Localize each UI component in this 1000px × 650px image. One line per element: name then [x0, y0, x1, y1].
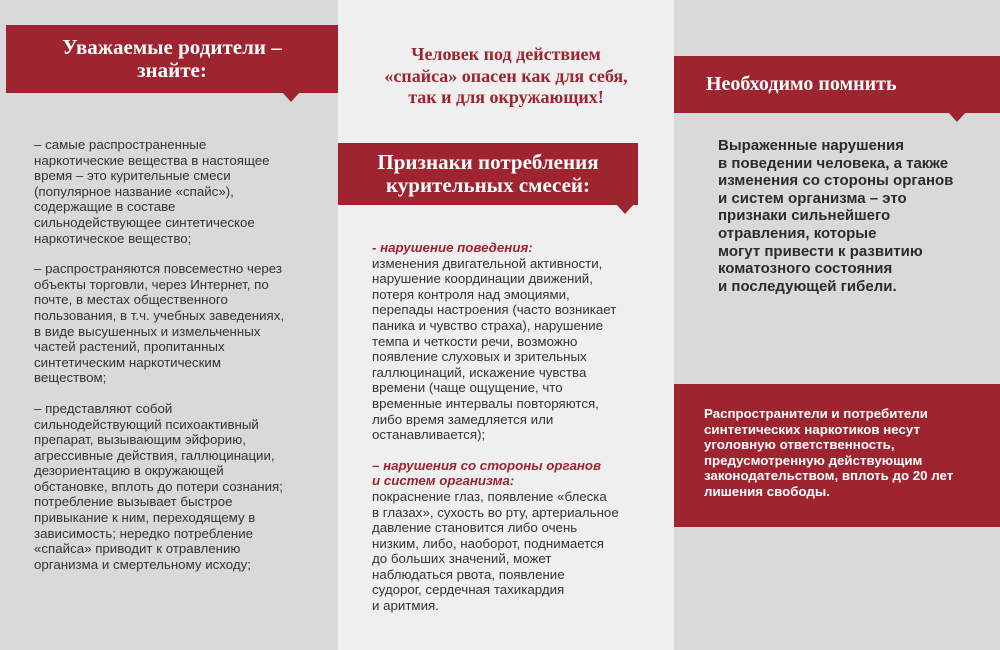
left-banner-title: Уважаемые родители – знайте:: [62, 35, 282, 82]
symptom-section-organs: [372, 458, 662, 614]
middle-headline: Человек под действием «спайса» опасен как для себя, так и для окружающих!: [384, 44, 628, 108]
middle-banner-title: Признаки потребления курительных смесей:: [377, 150, 599, 197]
right-banner-title: Необходимо помнить: [706, 72, 897, 95]
left-paragraph-2: – распространяются повсеместно через объекты торговли, через Интернет, по почте, в местах общественного пользования, в т.ч. учебных заведениях, в виде высушенных и измельченных частей растений, пропитанных синтетическим наркотическим веществом;: [34, 261, 285, 386]
banner-pointer: [948, 112, 966, 122]
section-body: покраснение глаз, появление «блеска в глазах», сухость во рту, артериальное давление становится либо очень низким, либо, наоборот, поднимается до больших значений, может наблюдаться рвота, появление судорог, сердечная тахикардия и аритмия.: [372, 488, 619, 614]
symptom-section-behavior: [372, 240, 662, 443]
section-title: - нарушение поведения:: [372, 240, 533, 255]
banner-pointer: [616, 204, 634, 214]
middle-body: [372, 240, 662, 629]
left-body: [34, 137, 324, 587]
banner-pointer: [282, 92, 300, 102]
right-banner: [674, 56, 1000, 113]
left-banner: [6, 25, 338, 93]
section-body: изменения двигательной активности, нарушение координации движений, потеря контроля над эмоциями, перепады настроения (часто возникает паника и чувство страха), нарушение темпа и четкости речи, возможно появление слуховых и зрительных галлюцинаций, искажение чувства времени (чаще ощущение, что временные интервалы повторяются, либо время замедляется или останавливается);: [372, 255, 617, 443]
liability-box: Распространители и потребители синтетических наркотиков несут уголовную ответственность, предусмотренную действующим законодательством, вплоть до 20 лет лишения свободы.: [674, 384, 1000, 527]
section-title: – нарушения со стороны органов и систем организма:: [372, 457, 602, 489]
right-warning-text: Выраженные нарушения в поведении человека, а также изменения со стороны органов и систем организма – это признаки сильнейшего отравления, которые могут привести к развитию коматозного состояния и последующей гибели.: [718, 137, 954, 295]
left-paragraph-1: – самые распространенные наркотические вещества в настоящее время – это курительные смеси (популярное название «спайс»), содержащие в составе сильнодействующее синтетическое наркотическое вещество;: [34, 137, 270, 246]
middle-banner: [338, 143, 638, 205]
left-paragraph-3: – представляют собой сильнодействующий психоактивный препарат, вызывающим эйфорию, агрессивные действия, галлюцинации, дезориентацию в окружающей обстановке, вплоть до потери сознания; потребление вызывает быстрое привыкание к ним, переходящему в зависимость; нередко потребление «спайса» приводит к отравлению организма и смертельному исходу;: [34, 400, 283, 572]
